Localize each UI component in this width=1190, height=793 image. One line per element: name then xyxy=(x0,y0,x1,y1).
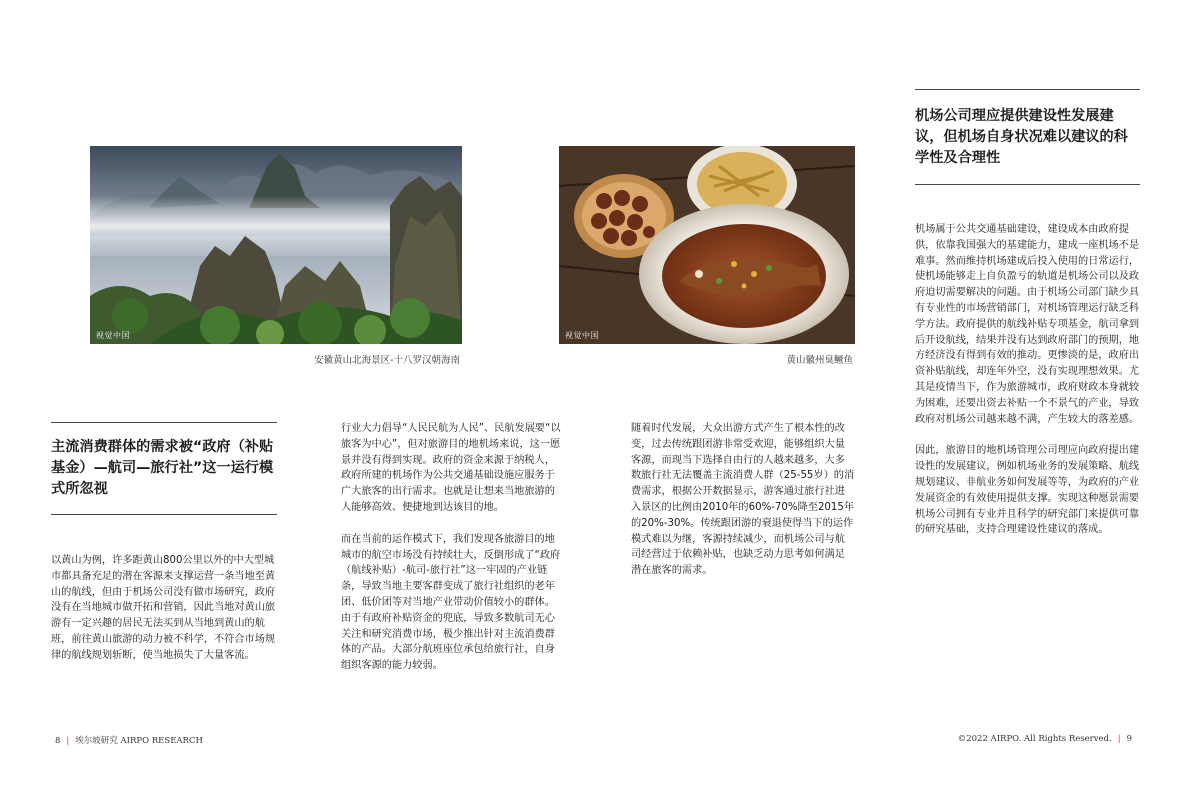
column-2 xyxy=(341,421,563,674)
footer-right xyxy=(958,734,1132,744)
section-heading: 机场公司理应提供建设性发展建议，但机场自身状况难以建议的科学性及合理性 xyxy=(915,108,1128,166)
copyright: ©2022 AIRPO. All Rights Reserved. xyxy=(957,734,1112,744)
paragraph: 行业大力倡导“人民民航为人民”、民航发展要“以旅客为中心”，但对旅游目的地机场来说，这一愿景并没有得到实现。政府的资金来源于纳税人，政府所建的机场作为公共交通基础设施应服务于广大旅客的出行需求。也就是让想来当地旅游的人能够高效、便捷地到达该目的地。 xyxy=(341,423,561,513)
paragraph: 而在当前的运作模式下，我们发现各旅游目的地城市的航空市场没有持续壮大，反倒形成了“政府（航线补贴）-航司-旅行社”这一牢固的产业链条，导致当地主要客群变成了旅行社组织的老年团、低价团等对当地产业带动价值较小的群体。由于有政府补贴资金的兜底，导致多数航司无心关注和研究消费市场，极少推出针对主流消费群体的产品。大部分航班座位承包给旅行社，自身组织客源的能力较弱。 xyxy=(341,533,561,672)
photo-credit: 视觉中国 xyxy=(96,331,130,340)
page-number: 8 xyxy=(55,736,61,746)
section-rule-bottom xyxy=(51,514,277,515)
footer-separator: | xyxy=(66,736,70,746)
column-4 xyxy=(915,222,1140,538)
footer-separator: | xyxy=(1117,734,1121,744)
footer-left xyxy=(55,734,203,746)
paragraph: 以黄山为例，许多距黄山800公里以外的中大型城市都具备充足的潜在客源来支撑运营一条当地至黄山的航线，但由于机场公司没有做市场研究，政府没有在当地城市做开拓和营销，因此当地对黄山旅游有一定兴趣的居民无法买到从当地到黄山的航班，前往黄山旅游的动力被不科学，不符合市场规律的航线规划斩断，使当地损失了大量客流。 xyxy=(51,555,276,661)
paragraph: 机场属于公共交通基础建设，建设成本由政府提供，依靠我国强大的基建能力，建成一座机场不是难事。然而维持机场建成后投入使用的日常运行，使机场能够走上自负盈亏的轨道是机场公司以及政府迫切需要解决的问题。由于机场公司部门缺少具有专业性的市场营销部门，对机场管理运行缺乏科学方法。政府提供的航线补贴专项基金，航司拿到后开设航线，结果并没有达到政府部门的预期，地方经济没有得到有效的推动。更惨淡的是，政府出资补贴航线，却连年外空，没有实现理想效果。尤其是疫情当下，作为旅游城市，政府财政本身就较为困难，还要出资去补贴一个不景气的产业，导致政府对机场公司越来越不满，产生较大的落差感。 xyxy=(915,224,1140,425)
fish-dish-photo xyxy=(559,146,855,344)
photo-caption: 安徽黄山北海景区-十八罗汉朝海南 xyxy=(314,355,460,366)
section-rule-top xyxy=(51,422,277,423)
section-rule-bottom xyxy=(915,184,1140,185)
footer-brand: 埃尔坡研究 AIRPO RESEARCH xyxy=(75,736,203,746)
photo-credit: 视觉中国 xyxy=(565,331,599,340)
page-number: 9 xyxy=(1126,734,1132,744)
photo-caption: 黄山徽州臭鳜鱼 xyxy=(786,355,853,366)
paragraph: 因此，旅游目的地机场管理公司理应向政府提出建设性的发展建议，例如机场业务的发展策略、航线规划建议、非航业务如何发展等等，为政府的产业发展资金的有效使用提供支撑。实现这种愿景需要机场公司拥有专业并且科学的研究部门来提供可靠的研究基础，支持合理建设性建议的落成。 xyxy=(915,445,1140,536)
section-rule-top xyxy=(915,89,1140,90)
column-1 xyxy=(51,553,276,664)
section-heading: 主流消费群体的需求被“政府（补贴基金）—航司—旅行社”这一运行模式所忽视 xyxy=(51,439,274,497)
mountain-photo xyxy=(90,146,462,344)
column-3 xyxy=(631,421,855,579)
paragraph: 随着时代发展，大众出游方式产生了根本性的改变，过去传统跟团游非常受欢迎，能够组织大量客源，而现当下选择自由行的人越来越多，大多数旅行社无法覆盖主流消费人群（25-55岁）的消费需求，根据公开数据显示，游客通过旅行社进入景区的比例由2010年的60%-70%降至2015年的20%-30%。传统跟团游的衰退使得当下的运作模式难以为继，客源持续减少，而机场公司与航司经营过于依赖补贴，也缺乏动力思考如何满足潜在旅客的需求。 xyxy=(631,423,855,577)
